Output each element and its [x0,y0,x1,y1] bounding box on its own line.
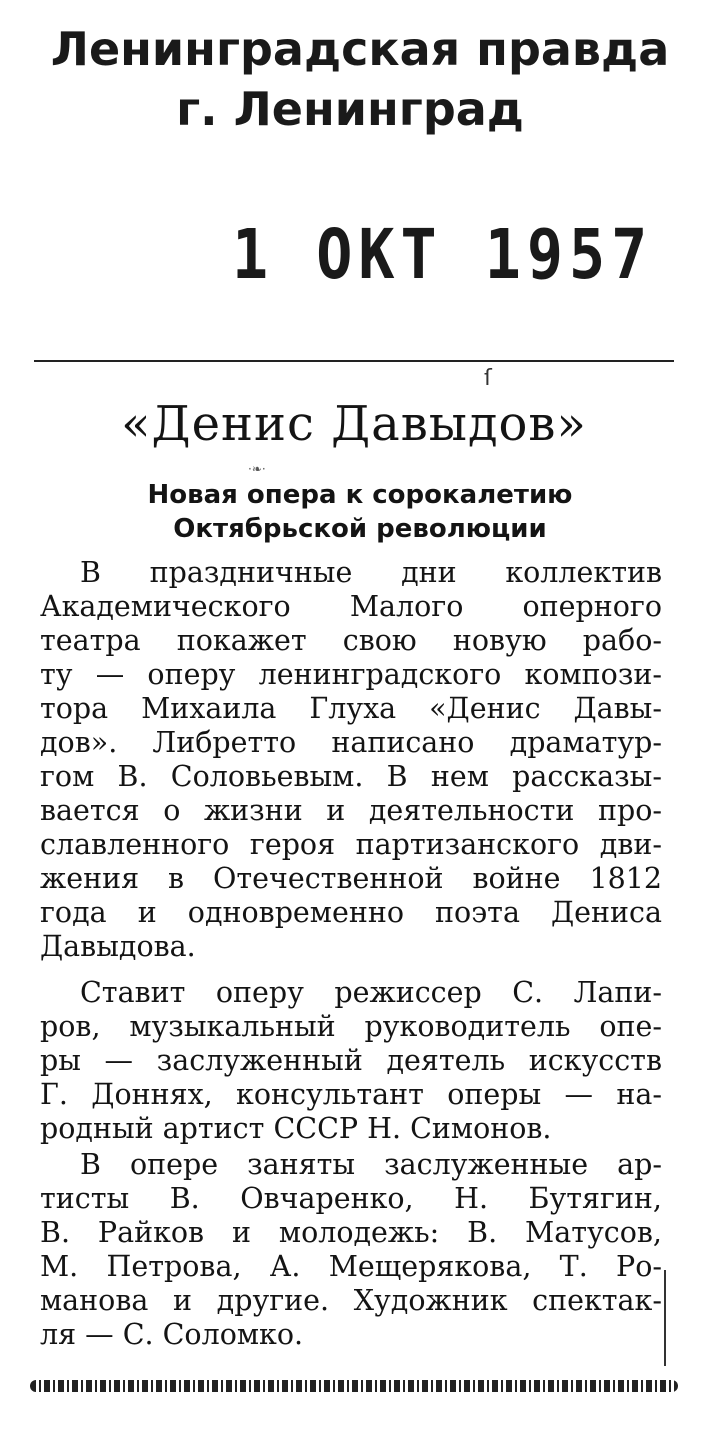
article-subheadline [100,478,620,546]
text-line: тора Михаила Глуха «Денис Давы- [40,692,662,725]
text-line: дов». Либретто написано драматур- [40,726,662,759]
text-line: тисты В. Овчаренко, Н. Бутягин, [40,1182,662,1215]
newspaper-name-stamp: Ленинградская правда [50,22,670,76]
text-line: В праздничные дни коллектив [80,556,662,589]
article-paragraph-1 [40,556,662,964]
article-paragraph-2 [40,976,662,1146]
text-line: В опере заняты заслуженные ар- [80,1148,662,1181]
text-line: гом В. Соловьевым. В нем рассказы- [40,760,662,793]
top-rule [34,360,674,362]
text-line: жения в Отечественной войне 1812 [40,862,662,895]
text-line: ров, музыкальный руководитель опе- [40,1010,662,1043]
ornament-icon: ·❧· [248,462,266,476]
text-line: ту — оперу ленинградского компози- [40,658,662,691]
text-line: М. Петрова, А. Мещерякова, Т. Ро- [40,1250,662,1283]
date-stamp: 1 ОКТ 1957 [232,214,654,296]
text-line: Ставит оперу режиссер С. Лапи- [80,976,662,1009]
text-line: Г. Доннях, консультант оперы — на- [40,1078,662,1111]
text-line: В. Райков и молодежь: В. Матусов, [40,1216,662,1249]
text-line: вается о жизни и деятельности про- [40,794,662,827]
subheadline-line: Новая опера к сорокалетию [147,480,573,510]
text-line: ля — С. Соломко. [40,1318,304,1351]
text-line: Академического Малого оперного [40,590,662,623]
column-edge-line [664,1270,666,1366]
text-line: славленного героя партизанского дви- [40,828,662,861]
article-headline: «Денис Давыдов» [121,396,587,452]
text-line: манова и другие. Художник спектак- [40,1284,662,1317]
ornamental-bottom-border [30,1380,678,1392]
pencil-mark: ſ [484,366,492,391]
text-line: театра покажет свою новую рабо- [40,624,662,657]
text-line: года и одновременно поэта Дениса [40,896,662,929]
subheadline-line: Октябрьской революции [173,514,547,544]
text-line: ры — заслуженный деятель искусств [40,1044,662,1077]
text-line: родный артист СССР Н. Симонов. [40,1112,552,1145]
text-line: Давыдова. [40,930,196,963]
city-stamp: г. Ленинград [176,82,524,136]
article-paragraph-3 [40,1148,662,1352]
